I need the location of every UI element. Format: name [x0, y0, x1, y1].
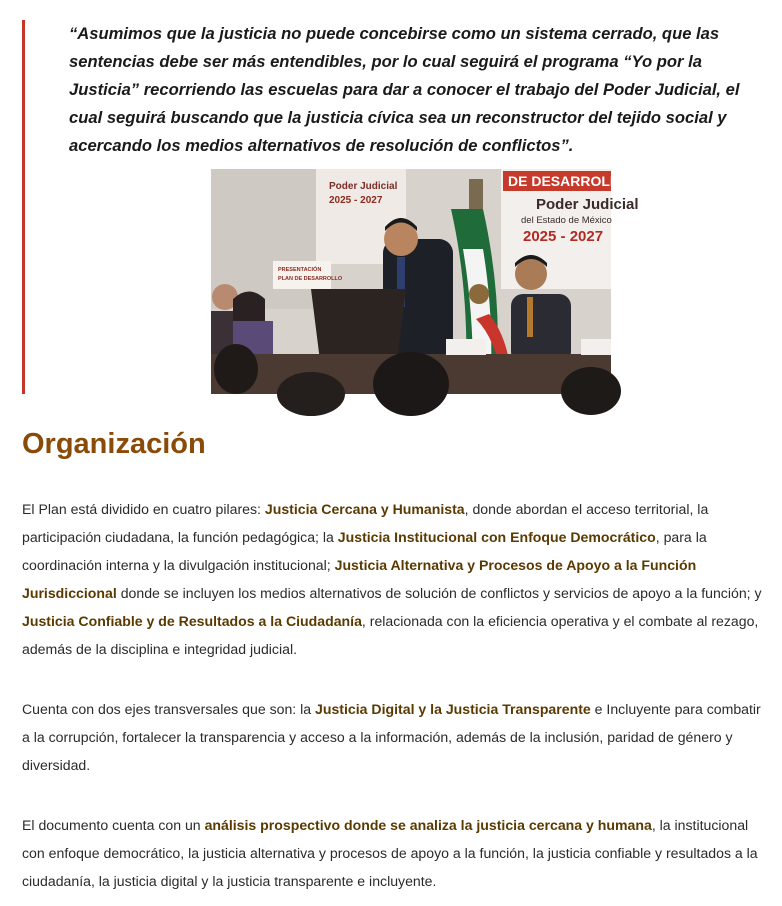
link-analisis-prospectivo[interactable]: análisis prospectivo donde se analiza la justicia cercana y humana [204, 817, 652, 833]
text: , relacionada con la eficiencia operativa y el combate al rezago, además de la disciplina e integridad judicial. [22, 613, 759, 657]
link-justicia-alternativa[interactable]: Justicia Alternativa y Procesos de Apoyo a la Función Jurisdiccional [22, 557, 697, 601]
paragraph-ejes [22, 695, 762, 779]
back-banner-years: 2025 - 2027 [329, 195, 383, 206]
text: Cuenta con dos ejes transversales que son: la [22, 701, 316, 717]
banner-line3: del Estado de México [521, 215, 612, 226]
blockquote [22, 20, 765, 394]
link-justicia-digital[interactable]: Justicia Digital y la Justicia Transparente [315, 701, 591, 717]
text: , para la coordinación interna y la divulgación institucional; [22, 529, 707, 573]
text: El Plan está dividido en cuatro pilares: [22, 501, 265, 517]
link-justicia-institucional[interactable]: Justicia Institucional con Enfoque Democrático [337, 529, 656, 545]
link-justicia-cercana[interactable]: Justicia Cercana y Humanista [264, 501, 465, 517]
paragraph-pillars [22, 495, 762, 663]
quote-text: “Asumimos que la justicia no puede concebirse como un sistema cerrado, que las sentencias debe ser más entendibles, por lo cual seguirá el programa “Yo por la Justicia” recorriendo las escuelas para dar a conocer el trabajo del Poder Judicial, el cual seguirá buscando que la justicia cívica sea un reconstructor del tejido social y acercando los medios alternativos de resolución de conflictos”. [69, 24, 740, 155]
paragraph-analisis [22, 811, 762, 895]
text: donde se incluyen los medios alternativos de solución de conflictos y servicios de apoyo a la función; y [116, 585, 762, 601]
link-justicia-confiable[interactable]: Justicia Confiable y de Resultados a la Ciudadanía [22, 613, 362, 629]
banner-line2: Poder Judicial [536, 196, 639, 213]
section-title: Organización [22, 428, 206, 460]
text: El documento cuenta con un [22, 817, 205, 833]
podium-line1: PRESENTACIÓN [278, 267, 322, 273]
back-banner-line: Poder Judicial [329, 181, 398, 192]
banner-years: 2025 - 2027 [523, 228, 604, 245]
podium-line2: PLAN DE DESARROLLO [278, 276, 343, 282]
banner-line1: DE DESARROLLO [508, 173, 630, 189]
text: e Incluyente para combatir a la corrupción, fortalecer la transparencia y acceso a la información, además de la inclusión, paridad de género y diversidad. [22, 701, 761, 773]
text: , la institucional con enfoque democrático, la justicia alternativa y procesos de apoyo a la función, la justicia confiable y resultados a la ciudadanía, la justicia digital y la justicia transparente e incluyente. [22, 817, 758, 889]
text: , donde abordan el acceso territorial, la participación ciudadana, la función pedagógica; la [22, 501, 709, 545]
event-photo [211, 169, 639, 394]
